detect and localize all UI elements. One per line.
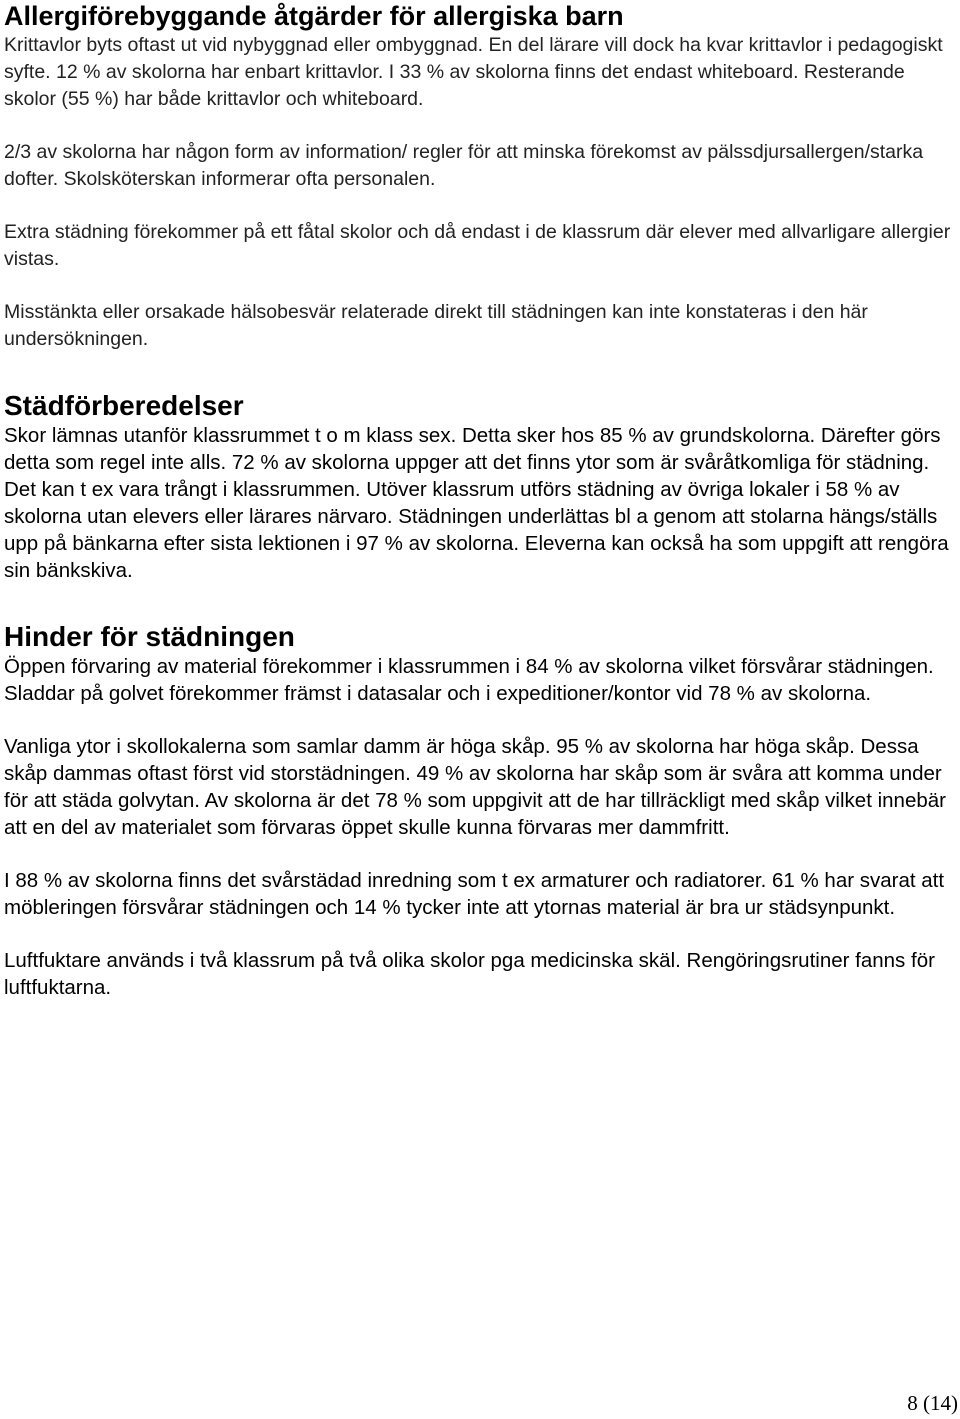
spacer — [4, 273, 954, 299]
section-heading-cleaning-preparations: Städförberedelser — [4, 390, 244, 421]
section-heading-cleaning-obstacles: Hinder för städningen — [4, 621, 295, 652]
section-heading-allergy-prevention: Allergiförebyggande åtgärder för allergiska barn — [4, 1, 624, 31]
spacer — [4, 584, 954, 620]
paragraph-difficult-furnishings: I 88 % av skolorna finns det svårstädad inredning som t ex armaturer och radiatorer. 61 % har svarat att möbleringen försvårar städningen och 14 % tycker inte att ytornas material är bra ur städsynpunkt. — [4, 869, 945, 919]
document-page — [4, 0, 954, 1001]
spacer — [4, 353, 954, 389]
paragraph-preparations: Skor lämnas utanför klassrummet t o m klass sex. Detta sker hos 85 % av grundskolorna. Därefter görs detta som regel inte alls. 72 % av skolorna uppger att det finns ytor som är svåråtkomliga för städning. Det kan t ex vara trångt i klassrummen. Utöver klassrum utförs städning av övriga lokaler i 58 % av skolorna utan elevers eller lärares närvaro. Städningen underlättas bl a genom att stolarna hängs/ställs upp på bänkarna efter sista lektionen i 97 % av skolorna. Eleverna kan också ha som uppgift att rengöra sin bänkskiva. — [4, 424, 949, 582]
paragraph-tall-cabinets: Vanliga ytor i skollokalerna som samlar damm är höga skåp. 95 % av skolorna har höga skåp. Dessa skåp dammas oftast först vid storstädningen. 49 % av skolorna har skåp som är svåra att komma under för att städa golvytan. Av skolorna är det 78 % som uppgivit att de har tillräckligt med skåp vilket innebär att en del av materialet som förvaras öppet skulle kunna förvaras mer dammfritt. — [4, 735, 946, 839]
spacer — [4, 193, 954, 219]
paragraph-extra-cleaning: Extra städning förekommer på ett fåtal skolor och då endast i de klassrum där elever med allvarligare allergier vistas. — [4, 221, 951, 270]
paragraph-information-rules: 2/3 av skolorna har någon form av information/ regler för att minska förekomst av pälssdjursallergen/starka dofter. Skolsköterskan informerar ofta personalen. — [4, 141, 924, 190]
spacer — [4, 921, 954, 947]
paragraph-humidifiers: Luftfuktare används i två klassrum på två olika skolor pga medicinska skäl. Rengöringsrutiner fanns för luftfuktarna. — [4, 949, 935, 999]
spacer — [4, 113, 954, 139]
page-number: 8 (14) — [907, 1391, 958, 1415]
paragraph-open-storage: Öppen förvaring av material förekommer i klassrummen i 84 % av skolorna vilket försvårar städningen. Sladdar på golvet förekommer främst i datasalar och i expeditioner/kontor vid 78 % av skolorna. — [4, 655, 934, 705]
paragraph-chalkboards: Krittavlor byts oftast ut vid nybyggnad eller ombyggnad. En del lärare vill dock ha kvar krittavlor i pedagogiskt syfte. 12 % av skolorna har enbart krittavlor. I 33 % av skolorna finns det endast whiteboard. Resterande skolor (55 %) har både krittavlor och whiteboard. — [4, 34, 943, 110]
spacer — [4, 841, 954, 867]
spacer — [4, 707, 954, 733]
paragraph-health-complaints: Misstänkta eller orsakade hälsobesvär relaterade direkt till städningen kan inte konstateras i den här undersökningen. — [4, 301, 868, 350]
